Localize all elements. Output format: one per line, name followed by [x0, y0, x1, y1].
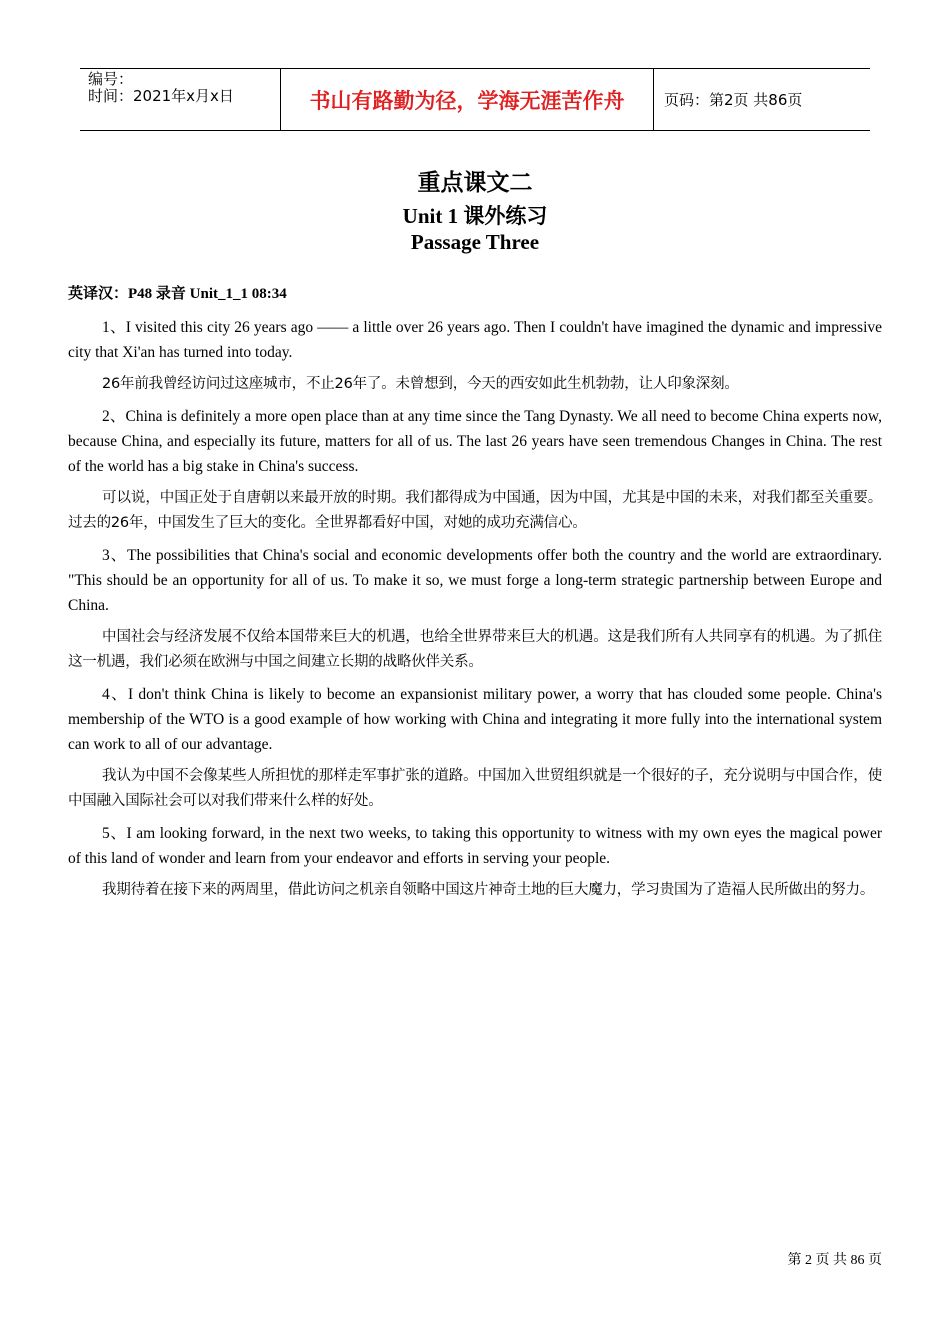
paragraph-en: 5、I am looking forward, in the next two weeks, to taking this opportunity to witness with my own eyes the magical power of this land of wonder and learn from your endeavor and efforts in serving your people. — [68, 825, 882, 867]
header-motto: 书山有路勤为径，学海无涯苦作舟 — [281, 69, 654, 130]
paragraph-zh: 中国社会与经济发展不仅给本国带来巨大的机遇，也给全世界带来巨大的机遇。这是我们所有人共同享有的机遇。为了抓住这一机遇，我们必须在欧洲与中国之间建立长期的战略伙伴关系。 — [68, 629, 882, 670]
header-meta-cell — [80, 69, 281, 130]
passage-content — [68, 315, 882, 910]
paragraph-en: 4、I don't think China is likely to become an expansionist military power, a worry that has clouded some people. China's membership of the WTO is a good example of how working with China and integrating it more fully into the international system can work to all of our advantage. — [68, 686, 882, 753]
page-subtitle — [0, 203, 950, 255]
unit-title: Unit 1 课外练习 — [402, 204, 548, 228]
document-number-label: 编号： — [88, 70, 134, 88]
paragraph-en: 1、I visited this city 26 years ago —— a little over 26 years ago. Then I couldn't have imagined the dynamic and impressive city that Xi'an has turned into today. — [68, 319, 882, 361]
document-date-label: 时间：2021年x月x日 — [88, 87, 234, 105]
paragraph-en: 2、China is definitely a more open place than at any time since the Tang Dynasty. We all need to become China experts now, because China, and especially its future, matters for all of us. The last 26 years have seen tremendous Changes in China. The rest of the world has a big stake in China's success. — [68, 408, 882, 475]
passage-title: Passage Three — [410, 230, 540, 254]
paragraph-zh: 我认为中国不会像某些人所担忧的那样走军事扩张的道路。中国加入世贸组织就是一个很好的子，充分说明与中国合作，使中国融入国际社会可以对我们带来什么样的好处。 — [68, 768, 882, 809]
paragraph-zh: 我期待着在接下来的两周里，借此访问之机亲自领略中国这片神奇土地的巨大魔力，学习贵国为了造福人民所做出的努力。 — [102, 882, 875, 898]
page-header — [80, 68, 870, 131]
page-footer: 第 2 页 共 86 页 — [787, 1253, 882, 1268]
paragraph-en: 3、The possibilities that China's social and economic developments offer both the country and the world are extraordinary. "This should be an opportunity for all of us. To make it so, we must forge a long-term strategic partnership between Europe and China. — [68, 547, 882, 614]
exercise-meta: 英译汉：P48 录音 Unit_1_1 08:34 — [68, 286, 287, 302]
paragraph-zh: 可以说，中国正处于自唐朝以来最开放的时期。我们都得成为中国通，因为中国，尤其是中国的未来，对我们都至关重要。过去的26年，中国发生了巨大的变化。全世界都看好中国，对她的成功充满信心。 — [68, 490, 882, 531]
paragraph-zh: 26年前我曾经访问过这座城市，不止26年了。未曾想到，今天的西安如此生机勃勃，让人印象深刻。 — [102, 376, 739, 392]
header-page-info: 页码：第2页 共86页 — [664, 91, 803, 109]
page-title: 重点课文二 — [417, 170, 533, 196]
